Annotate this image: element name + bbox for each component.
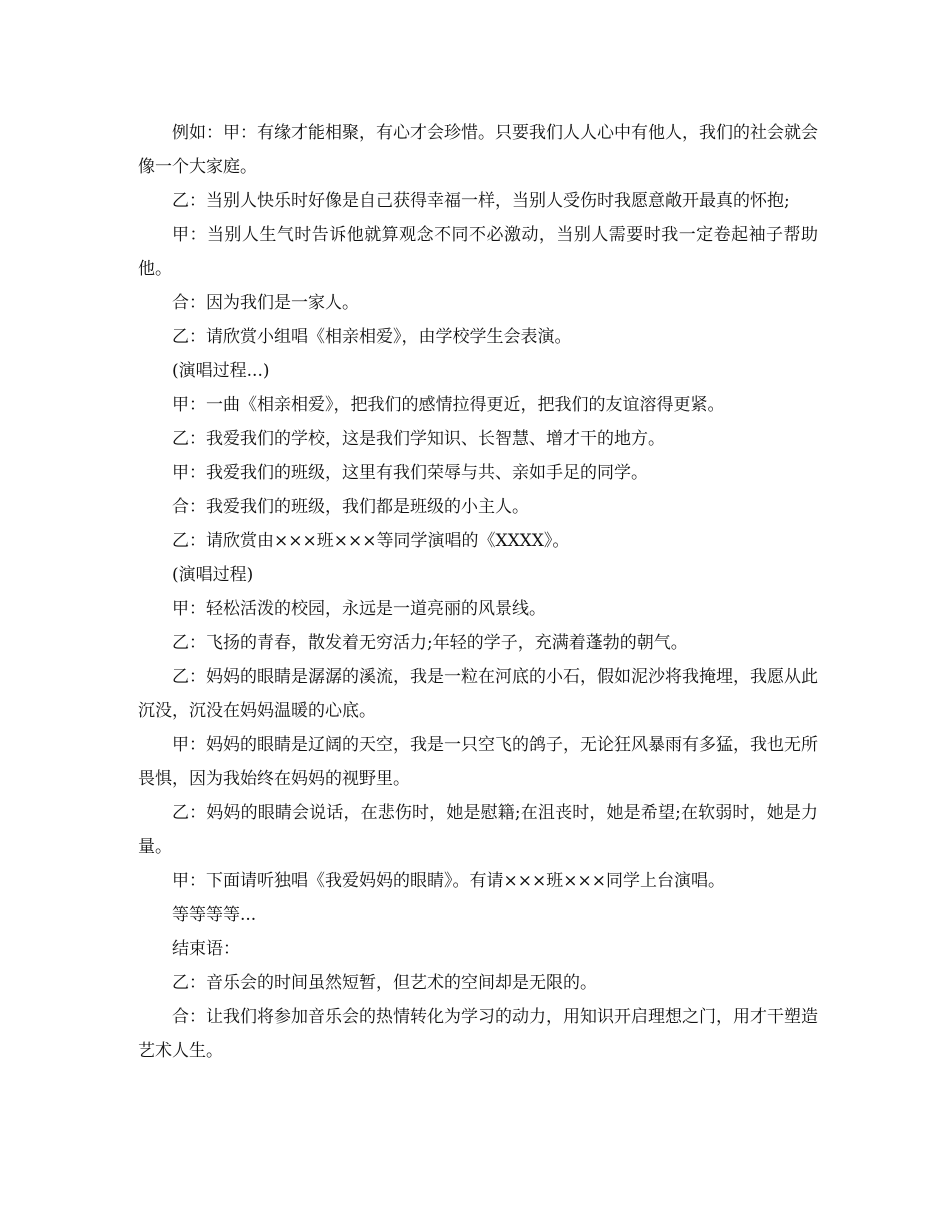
paragraph-yi-embrace: 乙：当别人快乐时好像是自己获得幸福一样，当别人受伤时我愿意敞开最真的怀抱;: [172, 191, 790, 211]
paragraph-jia-campus: 甲：轻松活泼的校园，永远是一道亮丽的风景线。: [172, 599, 546, 619]
paragraph-yi-song-intro-2: 乙：请欣赏由×××班×××等同学演唱的《XXXX》。: [172, 531, 570, 551]
paragraph-jia-class: 甲：我爱我们的班级，这里有我们荣辱与共、亲如手足的同学。: [172, 463, 648, 483]
paragraph-he-class: 合：我爱我们的班级，我们都是班级的小主人。: [172, 497, 529, 517]
paragraph-jia-mother-sky: 甲：妈妈的眼睛是辽阔的天空，我是一只空飞的鸽子，无论狂风暴雨有多猛，我也无所畏惧，因为我始终在妈妈的视野里。: [138, 735, 818, 789]
paragraph-yi-mother-eyes: 乙：妈妈的眼睛会说话，在悲伤时，她是慰籍;在沮丧时，她是希望;在软弱时，她是力量。: [138, 803, 818, 857]
paragraph-example-jia: 例如：甲：有缘才能相聚，有心才会珍惜。只要我们人人心中有他人，我们的社会就会像一个大家庭。: [138, 123, 818, 177]
paragraph-jia-help: 甲：当别人生气时告诉他就算观念不同不必激动，当别人需要时我一定卷起袖子帮助他。: [138, 225, 818, 279]
paragraph-jia-friendship: 甲：一曲《相亲相爱》，把我们的感情拉得更近，把我们的友谊溶得更紧。: [172, 395, 725, 415]
paragraph-he-family: 合：因为我们是一家人。: [172, 293, 359, 313]
paragraph-closing-heading: 结束语：: [172, 939, 240, 959]
paragraph-yi-closing: 乙：音乐会的时间虽然短暂，但艺术的空间却是无限的。: [172, 973, 597, 993]
paragraph-etc: 等等等等...: [172, 905, 257, 925]
paragraph-he-closing: 合：让我们将参加音乐会的热情转化为学习的动力，用知识开启理想之门，用才干塑造艺术人生。: [138, 1007, 818, 1061]
paragraph-yi-school: 乙：我爱我们的学校，这是我们学知识、长智慧、增才干的地方。: [172, 429, 665, 449]
paragraph-performance-note-2: (演唱过程): [172, 565, 254, 585]
paragraph-yi-song-intro: 乙：请欣赏小组唱《相亲相爱》，由学校学生会表演。: [172, 327, 572, 347]
paragraph-yi-youth: 乙：飞扬的青春，散发着无穷活力;年轻的学子，充满着蓬勃的朝气。: [172, 633, 688, 653]
document-body: [138, 116, 818, 1068]
paragraph-yi-mother-stream: 乙：妈妈的眼睛是潺潺的溪流，我是一粒在河底的小石，假如泥沙将我掩埋，我愿从此沉没，沉没在妈妈温暖的心底。: [138, 667, 818, 721]
paragraph-jia-solo-intro: 甲：下面请听独唱《我爱妈妈的眼睛》。有请×××班×××同学上台演唱。: [172, 871, 725, 891]
paragraph-performance-note: (演唱过程...): [172, 361, 270, 381]
